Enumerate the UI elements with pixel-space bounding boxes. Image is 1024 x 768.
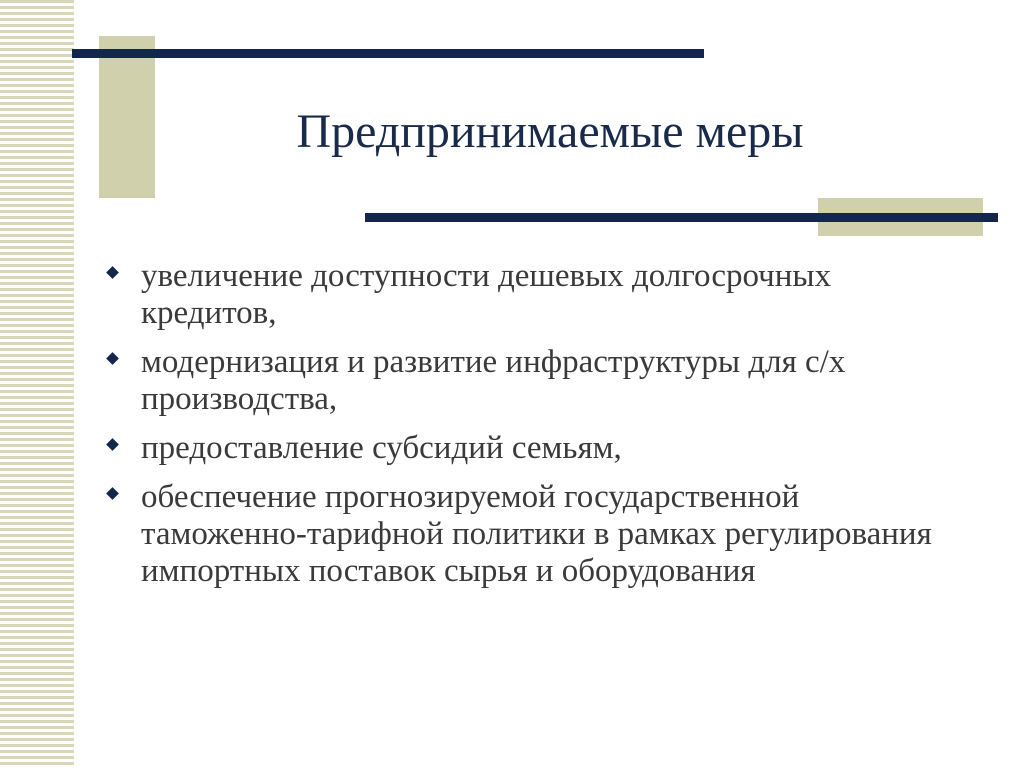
bullet-text: модернизация и развитие инфраструктуры для с/х производства,	[141, 344, 846, 417]
bullet-text: увеличение доступности дешевых долгосрочных кредитов,	[141, 258, 832, 331]
bullet-item	[104, 344, 964, 418]
diamond-bullet-icon	[106, 487, 119, 500]
bullet-item	[104, 479, 964, 590]
top-navy-bar	[72, 49, 704, 58]
mid-navy-bar	[365, 213, 998, 222]
bullet-text: предоставление субсидий семьям,	[141, 430, 622, 466]
left-stripe-decoration	[0, 0, 74, 768]
bullet-item	[104, 430, 964, 467]
slide-title: Предпринимаемые меры	[296, 105, 804, 158]
bullet-item	[104, 258, 964, 332]
diamond-bullet-icon	[106, 352, 119, 365]
diamond-bullet-icon	[106, 266, 119, 279]
bullet-list	[104, 258, 964, 602]
bullet-text: обеспечение прогнозируемой государственной таможенно-тарифной политики в рамках регулирования импортных поставок сырья и оборудования	[141, 479, 932, 589]
diamond-bullet-icon	[106, 438, 119, 451]
